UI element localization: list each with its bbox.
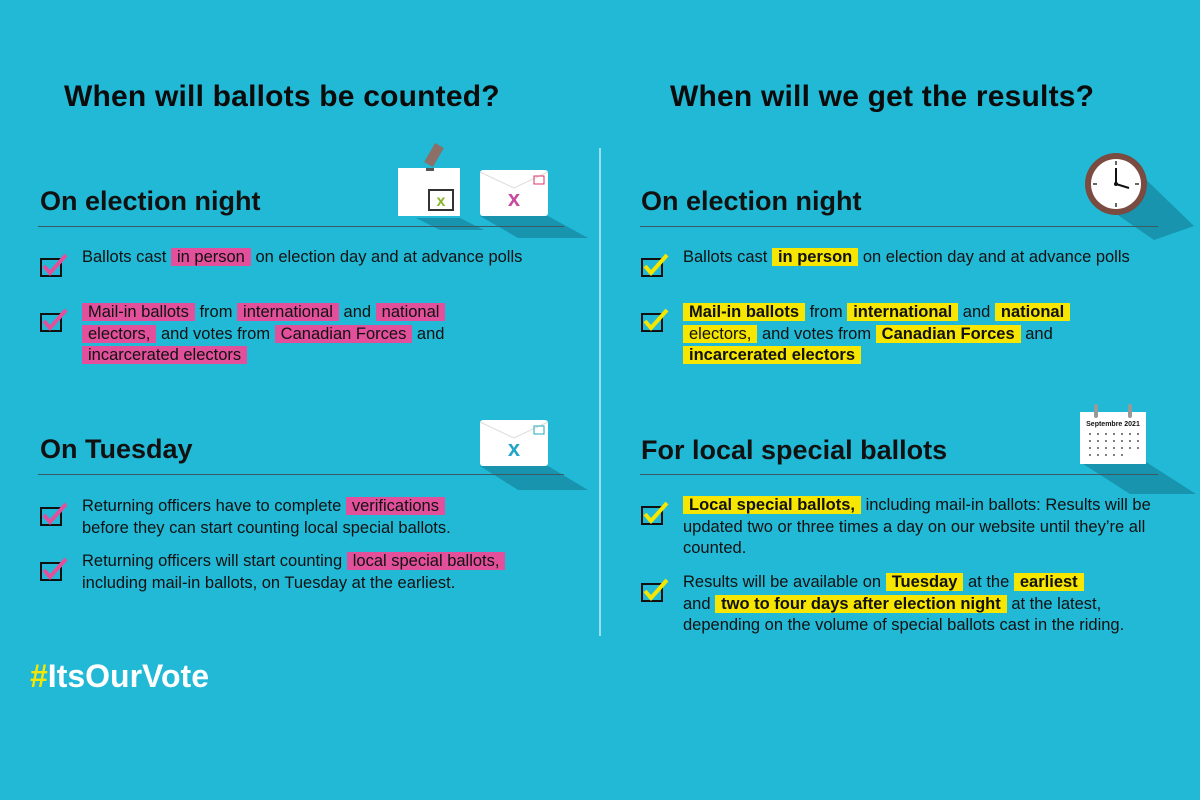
right-item-1: Ballots cast in person on election day and at advance polls: [641, 247, 1181, 269]
svg-text:x: x: [507, 186, 521, 211]
envelope-icon: [478, 418, 588, 490]
column-divider: [599, 148, 601, 636]
right-item-2: Mail-in ballots from international and national electors, and votes from Canadian Forces and incarcerated electors: [641, 302, 1181, 367]
section-underline: [38, 226, 564, 227]
right-item-4: Results will be available on Tuesday at the earliest and two to four days after election night at the latest, depending on the volume of special ballots cast in the riding.: [641, 572, 1161, 637]
right-section-election-night: On election night: [641, 186, 862, 216]
checkbox-check-icon: [641, 308, 669, 332]
calendar-label: Septembre 2021: [1086, 421, 1140, 428]
left-item-4: Returning officers will start counting local special ballots, including mail-in ballots, on Tuesday at the earliest.: [40, 551, 585, 594]
checkbox-check-icon: [641, 578, 669, 602]
section-underline: [38, 474, 564, 475]
checkbox-check-icon: [40, 253, 68, 277]
checkbox-check-icon: [40, 502, 68, 526]
checkbox-check-icon: [40, 308, 68, 332]
right-title: When will we get the results?: [670, 80, 1095, 113]
left-item-3: Returning officers have to complete verifications before they can start counting local special ballots.: [40, 496, 580, 539]
svg-text:x: x: [507, 436, 521, 461]
checkbox-check-icon: [641, 253, 669, 277]
left-item-2: Mail-in ballots from international and national electors, and votes from Canadian Forces and incarcerated electors: [40, 302, 580, 367]
section-underline: [640, 474, 1158, 475]
section-underline: [640, 226, 1158, 227]
right-item-3: Local special ballots, including mail-in ballots: Results will be updated two or three times a day on our website until they’re all counted.: [641, 495, 1181, 560]
hashtag: #ItsOurVote: [30, 658, 209, 694]
left-title: When will ballots be counted?: [64, 80, 500, 113]
left-section-tuesday: On Tuesday: [40, 434, 193, 464]
svg-text:x: x: [436, 193, 446, 210]
checkbox-check-icon: [40, 557, 68, 581]
left-section-election-night: On election night: [40, 186, 261, 216]
calendar-icon: [1078, 402, 1198, 494]
right-section-local-special: For local special ballots: [641, 435, 948, 465]
envelope-icon: [478, 168, 588, 238]
checkbox-check-icon: [641, 501, 669, 525]
left-item-1: Ballots cast in person on election day and at advance polls: [40, 247, 580, 269]
